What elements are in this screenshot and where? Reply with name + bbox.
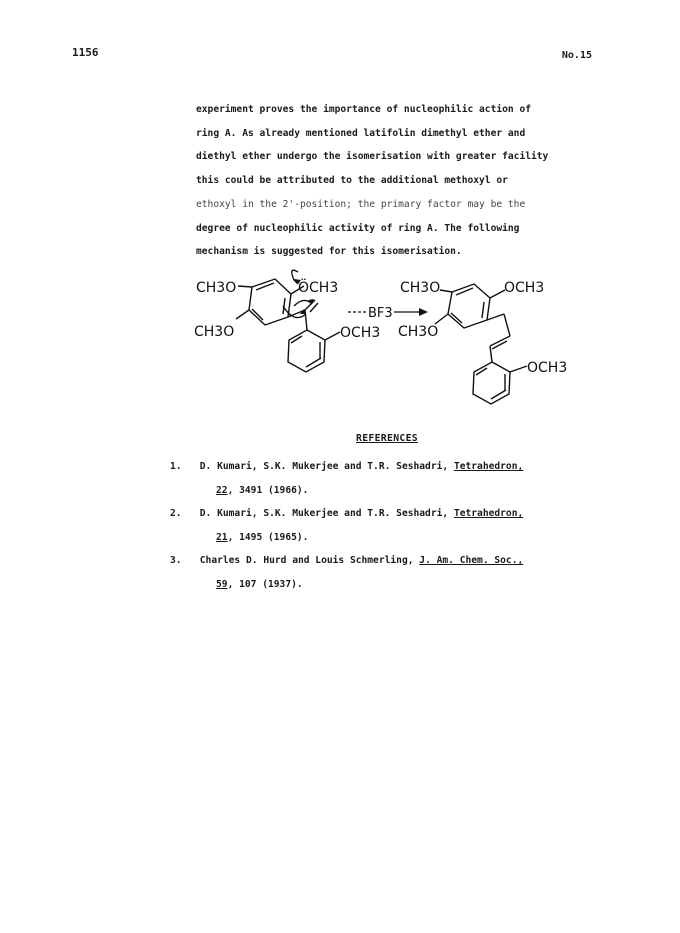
- reference-volume: 21: [216, 531, 228, 543]
- reference-continuation: 59, 107 (1937).: [216, 578, 303, 590]
- body-line: experiment proves the importance of nucleophilic action of: [196, 104, 532, 115]
- reference-continuation: 21, 1495 (1965).: [216, 531, 309, 543]
- journal-issue: No.15: [561, 50, 592, 61]
- left-methoxy-aryl: OCH3: [340, 325, 381, 341]
- reference-authors: D. Kumari, S.K. Mukerjee and T.R. Seshadri,: [199, 461, 449, 472]
- left-methoxy-upper: CH3O: [196, 280, 237, 296]
- references-list: [170, 455, 523, 596]
- body-line: degree of nucleophilic activity of ring A. The following: [196, 222, 520, 234]
- reference-authors: D. Kumari, S.K. Mukerjee and T.R. Seshadri,: [199, 508, 449, 519]
- references-heading: REFERENCES: [356, 433, 418, 444]
- reagent-label: BF3: [368, 306, 393, 321]
- body-line: diethyl ether undergo the isomerisation with greater facility: [196, 151, 549, 163]
- right-structure: [435, 284, 527, 404]
- left-methoxy-top: ÖCH3: [298, 280, 339, 296]
- reference-pages: 107 (1937).: [239, 578, 303, 590]
- reference-continuation: 22, 3491 (1966).: [216, 484, 309, 496]
- reference-item: [170, 455, 523, 479]
- reference-volume: 22: [216, 484, 228, 496]
- reference-pages: 1495 (1965).: [239, 531, 309, 543]
- right-methoxy-lower: CH3O: [398, 324, 439, 340]
- right-methoxy-top: OCH3: [504, 280, 545, 296]
- left-methoxy-lower: CH3O: [194, 324, 235, 340]
- right-methoxy-aryl: OCH3: [527, 360, 568, 376]
- reference-journal: Tetrahedron,: [453, 461, 524, 472]
- body-line: this could be attributed to the additional methoxyl or: [196, 175, 508, 187]
- reference-volume: 59: [216, 578, 228, 590]
- body-line: ethoxyl in the 2'-position; the primary factor may be the: [196, 198, 526, 210]
- right-methoxy-upper: CH3O: [400, 280, 441, 296]
- body-line: ring A. As already mentioned latifolin dimethyl ether and: [196, 127, 526, 139]
- page-number: 1156: [72, 46, 99, 59]
- reference-item: [170, 502, 523, 526]
- isomerisation-mechanism-scheme: [190, 262, 590, 422]
- reference-journal: J. Am. Chem. Soc.,: [419, 555, 524, 566]
- body-paragraph: [196, 98, 616, 264]
- reference-pages: 3491 (1966).: [239, 484, 309, 496]
- reference-number: 1.: [170, 461, 182, 472]
- reference-number: 3.: [170, 555, 182, 566]
- reference-item: [170, 549, 523, 573]
- reference-authors: Charles D. Hurd and Louis Schmerling,: [199, 555, 414, 566]
- reference-journal: Tetrahedron,: [453, 508, 524, 519]
- reference-number: 2.: [170, 508, 182, 519]
- body-line: mechanism is suggested for this isomerisation.: [196, 246, 462, 258]
